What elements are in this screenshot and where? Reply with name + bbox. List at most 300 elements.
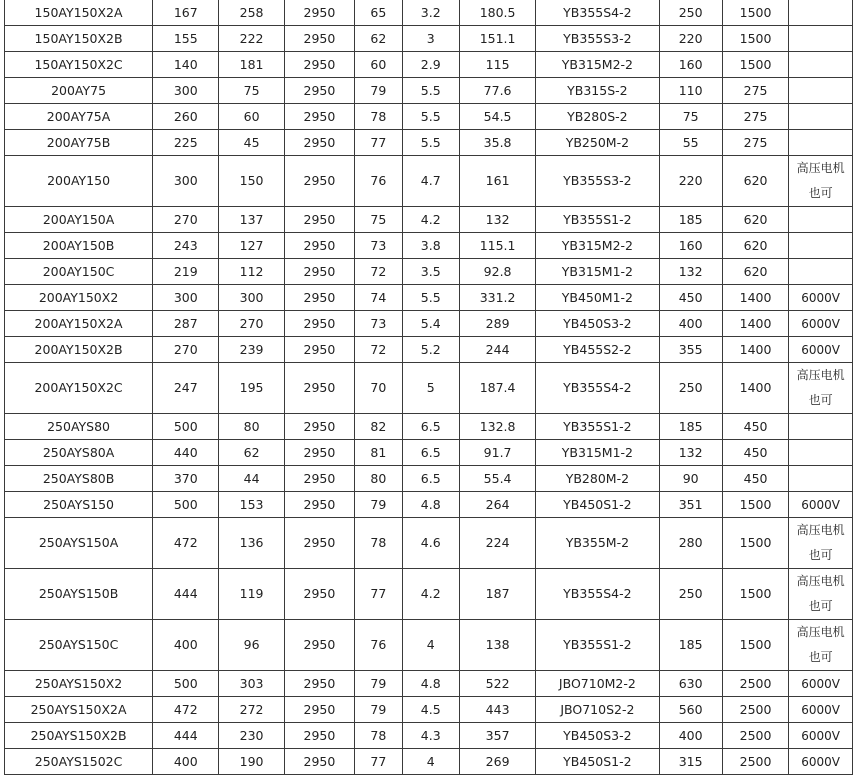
speed-cell: 2950 [284,518,354,569]
npsh-cell: 3.2 [402,0,459,26]
head-cell: 222 [219,26,284,52]
efficiency-cell: 62 [355,26,402,52]
efficiency-cell: 73 [355,311,402,337]
head-cell: 300 [219,285,284,311]
motor-power-cell: 220 [659,26,722,52]
motor-power-cell: 160 [659,52,722,78]
motor-power-cell: 185 [659,414,722,440]
motor-power-cell: 630 [659,671,722,697]
shaft-power-cell: 151.1 [459,26,535,52]
motor-power-cell: 355 [659,337,722,363]
shaft-power-cell: 55.4 [459,466,535,492]
speed-cell: 2950 [284,620,354,671]
head-cell: 62 [219,440,284,466]
model-cell: 250AYS1502C [5,749,153,775]
shaft-power-cell: 35.8 [459,130,535,156]
efficiency-cell: 60 [355,52,402,78]
model-cell: 250AYS80A [5,440,153,466]
note-cell [789,52,853,78]
table-row [5,156,853,207]
shaft-power-cell: 115.1 [459,233,535,259]
npsh-cell: 4.5 [402,697,459,723]
efficiency-cell: 78 [355,104,402,130]
note-cell: 6000V [789,492,853,518]
note-cell [789,233,853,259]
efficiency-cell: 79 [355,78,402,104]
head-cell: 181 [219,52,284,78]
motor-model-cell: YB315M2-2 [536,233,659,259]
weight-cell: 450 [722,466,788,492]
note-cell: 6000V [789,337,853,363]
weight-cell: 1500 [722,518,788,569]
motor-model-cell: YB450S1-2 [536,749,659,775]
flow-cell: 400 [153,620,219,671]
motor-model-cell: YB315M1-2 [536,259,659,285]
weight-cell: 1400 [722,311,788,337]
speed-cell: 2950 [284,311,354,337]
head-cell: 127 [219,233,284,259]
motor-power-cell: 220 [659,156,722,207]
model-cell: 200AY150X2 [5,285,153,311]
efficiency-cell: 72 [355,337,402,363]
flow-cell: 225 [153,130,219,156]
efficiency-cell: 79 [355,671,402,697]
shaft-power-cell: 269 [459,749,535,775]
flow-cell: 472 [153,697,219,723]
shaft-power-cell: 161 [459,156,535,207]
shaft-power-cell: 187 [459,569,535,620]
note-cell [789,414,853,440]
npsh-cell: 5.5 [402,285,459,311]
npsh-cell: 4.8 [402,671,459,697]
model-cell: 150AY150X2A [5,0,153,26]
npsh-cell: 6.5 [402,466,459,492]
speed-cell: 2950 [284,671,354,697]
table-row [5,285,853,311]
npsh-cell: 4.7 [402,156,459,207]
speed-cell: 2950 [284,259,354,285]
weight-cell: 275 [722,130,788,156]
shaft-power-cell: 264 [459,492,535,518]
motor-model-cell: YB355S4-2 [536,569,659,620]
weight-cell: 1500 [722,492,788,518]
motor-model-cell: YB450M1-2 [536,285,659,311]
note-cell [789,104,853,130]
model-cell: 250AYS80 [5,414,153,440]
speed-cell: 2950 [284,26,354,52]
speed-cell: 2950 [284,363,354,414]
motor-model-cell: YB315M1-2 [536,440,659,466]
motor-power-cell: 250 [659,363,722,414]
efficiency-cell: 76 [355,620,402,671]
model-cell: 200AY75B [5,130,153,156]
note-cell [789,207,853,233]
shaft-power-cell: 54.5 [459,104,535,130]
head-cell: 153 [219,492,284,518]
note-cell [789,78,853,104]
weight-cell: 1400 [722,363,788,414]
note-cell: 高压电机也可 [789,518,853,569]
npsh-cell: 4.3 [402,723,459,749]
weight-cell: 450 [722,440,788,466]
model-cell: 250AYS150X2B [5,723,153,749]
shaft-power-cell: 132.8 [459,414,535,440]
flow-cell: 270 [153,207,219,233]
flow-cell: 260 [153,104,219,130]
model-cell: 200AY150C [5,259,153,285]
head-cell: 80 [219,414,284,440]
npsh-cell: 6.5 [402,440,459,466]
head-cell: 230 [219,723,284,749]
motor-power-cell: 185 [659,620,722,671]
note-cell [789,0,853,26]
motor-power-cell: 400 [659,311,722,337]
note-cell: 6000V [789,749,853,775]
flow-cell: 243 [153,233,219,259]
motor-model-cell: YB280S-2 [536,104,659,130]
npsh-cell: 5.4 [402,311,459,337]
shaft-power-cell: 244 [459,337,535,363]
shaft-power-cell: 289 [459,311,535,337]
efficiency-cell: 81 [355,440,402,466]
weight-cell: 1500 [722,569,788,620]
motor-model-cell: YB355M-2 [536,518,659,569]
npsh-cell: 6.5 [402,414,459,440]
model-cell: 200AY75 [5,78,153,104]
motor-model-cell: YB280M-2 [536,466,659,492]
npsh-cell: 4 [402,620,459,671]
weight-cell: 1400 [722,337,788,363]
note-cell: 6000V [789,671,853,697]
shaft-power-cell: 224 [459,518,535,569]
motor-power-cell: 90 [659,466,722,492]
flow-cell: 472 [153,518,219,569]
efficiency-cell: 82 [355,414,402,440]
motor-model-cell: YB355S4-2 [536,363,659,414]
table-row [5,723,853,749]
npsh-cell: 4.8 [402,492,459,518]
flow-cell: 440 [153,440,219,466]
npsh-cell: 3.5 [402,259,459,285]
head-cell: 75 [219,78,284,104]
table-row [5,620,853,671]
flow-cell: 300 [153,285,219,311]
efficiency-cell: 65 [355,0,402,26]
flow-cell: 444 [153,569,219,620]
shaft-power-cell: 138 [459,620,535,671]
shaft-power-cell: 180.5 [459,0,535,26]
model-cell: 200AY150X2C [5,363,153,414]
table-row [5,671,853,697]
head-cell: 272 [219,697,284,723]
speed-cell: 2950 [284,697,354,723]
weight-cell: 2500 [722,697,788,723]
shaft-power-cell: 77.6 [459,78,535,104]
note-cell: 高压电机也可 [789,620,853,671]
note-cell: 高压电机也可 [789,363,853,414]
efficiency-cell: 74 [355,285,402,311]
npsh-cell: 5.5 [402,104,459,130]
note-cell: 6000V [789,723,853,749]
efficiency-cell: 78 [355,723,402,749]
head-cell: 239 [219,337,284,363]
npsh-cell: 4 [402,749,459,775]
table-row [5,518,853,569]
efficiency-cell: 77 [355,130,402,156]
model-cell: 150AY150X2B [5,26,153,52]
motor-power-cell: 351 [659,492,722,518]
flow-cell: 167 [153,0,219,26]
npsh-cell: 5.5 [402,130,459,156]
table-row [5,337,853,363]
table-row [5,749,853,775]
note-cell [789,466,853,492]
npsh-cell: 4.2 [402,207,459,233]
npsh-cell: 5.2 [402,337,459,363]
speed-cell: 2950 [284,414,354,440]
weight-cell: 1500 [722,52,788,78]
shaft-power-cell: 115 [459,52,535,78]
speed-cell: 2950 [284,492,354,518]
table-row [5,492,853,518]
efficiency-cell: 75 [355,207,402,233]
weight-cell: 2500 [722,749,788,775]
motor-model-cell: YB355S4-2 [536,0,659,26]
table-row [5,440,853,466]
efficiency-cell: 72 [355,259,402,285]
model-cell: 200AY150 [5,156,153,207]
efficiency-cell: 73 [355,233,402,259]
npsh-cell: 3 [402,26,459,52]
motor-power-cell: 250 [659,569,722,620]
flow-cell: 300 [153,156,219,207]
motor-power-cell: 110 [659,78,722,104]
efficiency-cell: 79 [355,492,402,518]
efficiency-cell: 78 [355,518,402,569]
efficiency-cell: 77 [355,569,402,620]
speed-cell: 2950 [284,130,354,156]
weight-cell: 2500 [722,723,788,749]
motor-power-cell: 315 [659,749,722,775]
table-row [5,363,853,414]
speed-cell: 2950 [284,233,354,259]
weight-cell: 2500 [722,671,788,697]
weight-cell: 1500 [722,0,788,26]
shaft-power-cell: 92.8 [459,259,535,285]
speed-cell: 2950 [284,723,354,749]
note-cell: 高压电机也可 [789,569,853,620]
speed-cell: 2950 [284,207,354,233]
model-cell: 250AYS150A [5,518,153,569]
table-row [5,233,853,259]
speed-cell: 2950 [284,569,354,620]
weight-cell: 620 [722,233,788,259]
motor-model-cell: YB355S3-2 [536,156,659,207]
motor-model-cell: JBO710S2-2 [536,697,659,723]
head-cell: 137 [219,207,284,233]
table-row [5,569,853,620]
note-cell [789,26,853,52]
flow-cell: 444 [153,723,219,749]
motor-power-cell: 132 [659,440,722,466]
npsh-cell: 2.9 [402,52,459,78]
speed-cell: 2950 [284,156,354,207]
pump-spec-table [4,0,853,775]
shaft-power-cell: 357 [459,723,535,749]
npsh-cell: 4.2 [402,569,459,620]
motor-power-cell: 55 [659,130,722,156]
motor-model-cell: YB250M-2 [536,130,659,156]
flow-cell: 500 [153,671,219,697]
flow-cell: 247 [153,363,219,414]
weight-cell: 620 [722,207,788,233]
flow-cell: 500 [153,414,219,440]
note-cell: 高压电机也可 [789,156,853,207]
weight-cell: 620 [722,259,788,285]
npsh-cell: 3.8 [402,233,459,259]
shaft-power-cell: 132 [459,207,535,233]
head-cell: 112 [219,259,284,285]
note-cell [789,440,853,466]
npsh-cell: 4.6 [402,518,459,569]
table-row [5,414,853,440]
shaft-power-cell: 187.4 [459,363,535,414]
flow-cell: 219 [153,259,219,285]
shaft-power-cell: 443 [459,697,535,723]
note-cell [789,130,853,156]
flow-cell: 155 [153,26,219,52]
speed-cell: 2950 [284,78,354,104]
flow-cell: 400 [153,749,219,775]
flow-cell: 287 [153,311,219,337]
table-body [5,0,853,775]
note-cell [789,259,853,285]
weight-cell: 450 [722,414,788,440]
head-cell: 44 [219,466,284,492]
motor-model-cell: YB355S1-2 [536,414,659,440]
weight-cell: 1400 [722,285,788,311]
head-cell: 303 [219,671,284,697]
speed-cell: 2950 [284,104,354,130]
motor-model-cell: YB355S1-2 [536,207,659,233]
table-row [5,52,853,78]
flow-cell: 270 [153,337,219,363]
head-cell: 45 [219,130,284,156]
model-cell: 250AYS150C [5,620,153,671]
motor-model-cell: YB450S3-2 [536,723,659,749]
table-row [5,259,853,285]
note-cell: 6000V [789,311,853,337]
speed-cell: 2950 [284,466,354,492]
head-cell: 136 [219,518,284,569]
speed-cell: 2950 [284,0,354,26]
shaft-power-cell: 522 [459,671,535,697]
npsh-cell: 5 [402,363,459,414]
speed-cell: 2950 [284,440,354,466]
shaft-power-cell: 331.2 [459,285,535,311]
model-cell: 200AY150A [5,207,153,233]
flow-cell: 370 [153,466,219,492]
speed-cell: 2950 [284,749,354,775]
motor-model-cell: YB315M2-2 [536,52,659,78]
motor-power-cell: 75 [659,104,722,130]
table-row [5,466,853,492]
motor-power-cell: 185 [659,207,722,233]
note-cell: 6000V [789,697,853,723]
motor-power-cell: 400 [659,723,722,749]
efficiency-cell: 77 [355,749,402,775]
model-cell: 250AYS80B [5,466,153,492]
model-cell: 200AY150X2B [5,337,153,363]
model-cell: 200AY150B [5,233,153,259]
motor-power-cell: 250 [659,0,722,26]
motor-model-cell: JBO710M2-2 [536,671,659,697]
shaft-power-cell: 91.7 [459,440,535,466]
weight-cell: 275 [722,78,788,104]
motor-power-cell: 560 [659,697,722,723]
model-cell: 150AY150X2C [5,52,153,78]
table-row [5,697,853,723]
model-cell: 250AYS150B [5,569,153,620]
speed-cell: 2950 [284,285,354,311]
note-cell: 6000V [789,285,853,311]
flow-cell: 500 [153,492,219,518]
head-cell: 96 [219,620,284,671]
weight-cell: 275 [722,104,788,130]
motor-power-cell: 132 [659,259,722,285]
motor-model-cell: YB355S1-2 [536,620,659,671]
head-cell: 60 [219,104,284,130]
head-cell: 150 [219,156,284,207]
npsh-cell: 5.5 [402,78,459,104]
head-cell: 270 [219,311,284,337]
efficiency-cell: 70 [355,363,402,414]
motor-model-cell: YB355S3-2 [536,26,659,52]
motor-model-cell: YB455S2-2 [536,337,659,363]
weight-cell: 1500 [722,620,788,671]
efficiency-cell: 80 [355,466,402,492]
table-row [5,130,853,156]
speed-cell: 2950 [284,52,354,78]
table-row [5,26,853,52]
table-row [5,207,853,233]
flow-cell: 300 [153,78,219,104]
efficiency-cell: 79 [355,697,402,723]
speed-cell: 2950 [284,337,354,363]
table-row [5,0,853,26]
weight-cell: 620 [722,156,788,207]
motor-model-cell: YB315S-2 [536,78,659,104]
table-row [5,78,853,104]
flow-cell: 140 [153,52,219,78]
motor-power-cell: 160 [659,233,722,259]
model-cell: 250AYS150X2A [5,697,153,723]
efficiency-cell: 76 [355,156,402,207]
model-cell: 200AY75A [5,104,153,130]
model-cell: 250AYS150X2 [5,671,153,697]
head-cell: 195 [219,363,284,414]
head-cell: 258 [219,0,284,26]
weight-cell: 1500 [722,26,788,52]
motor-power-cell: 280 [659,518,722,569]
table-row [5,104,853,130]
motor-model-cell: YB450S1-2 [536,492,659,518]
motor-model-cell: YB450S3-2 [536,311,659,337]
head-cell: 190 [219,749,284,775]
model-cell: 250AYS150 [5,492,153,518]
model-cell: 200AY150X2A [5,311,153,337]
head-cell: 119 [219,569,284,620]
